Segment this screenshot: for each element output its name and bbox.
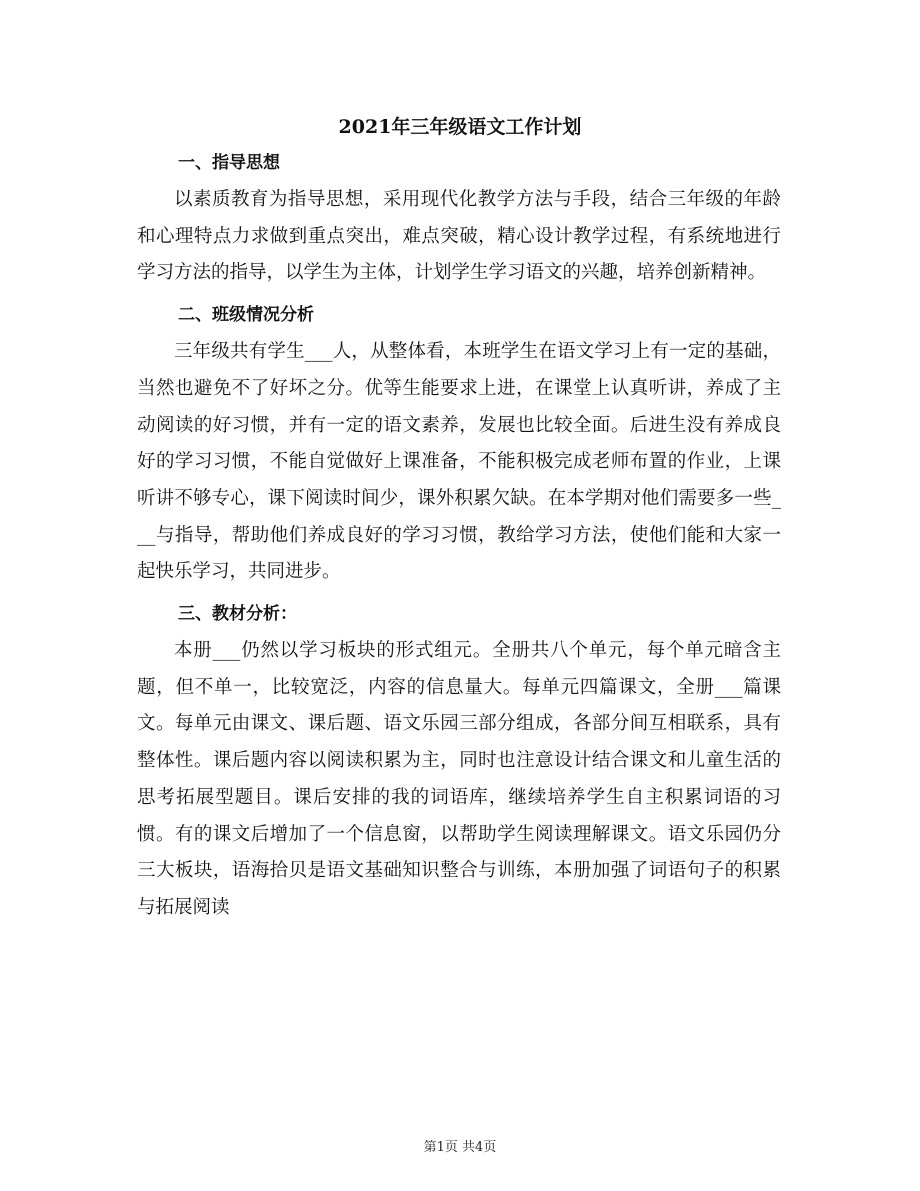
page-footer: 第1页 共4页 — [423, 1140, 497, 1155]
document-body — [137, 144, 781, 927]
section-paragraph-textbook-analysis: 本册___仍然以学习板块的形式组元。全册共八个单元，每个单元暗含主题，但不单一，比较宽泛，内容的信息量大。每单元四篇课文，全册___篇课文。每单元由课文、课后题、语文乐园三部分组成，各部分间互相联系，具有整体性。课后题内容以阅读积累为主，同时也注意设计结合课文和儿童生活的思考拓展型题目。课后安排的我的词语库，继续培养学生自主积累词语的习惯。有的课文后增加了一个信息窗，以帮助学生阅读理解课文。语文乐园仍分三大板块，语海拾贝是语文基础知识整合与训练，本册加强了词语句子的积累与拓展阅读 — [137, 640, 781, 918]
section-heading-guiding-ideology: 一、指导思想 — [178, 153, 280, 173]
document-title: 2021年三年级语文工作计划 — [338, 116, 582, 138]
section-heading-textbook-analysis: 三、教材分析： — [178, 604, 297, 625]
section-paragraph-guiding-ideology: 以素质教育为指导思想，采用现代化教学方法与手段，结合三年级的年龄和心理特点力求做到重点突出，难点突破，精心设计教学过程，有系统地进行学习方法的指导，以学生为主体，计划学生学习语文的兴趣，培养创新精神。 — [137, 189, 781, 284]
section-heading-class-analysis: 二、班级情况分析 — [178, 305, 314, 326]
section-paragraph-class-analysis: 三年级共有学生___人，从整体看，本班学生在语文学习上有一定的基础，当然也避免不了好坏之分。优等生能要求上进，在课堂上认真听讲，养成了主动阅读的好习惯，并有一定的语文素养，发展也比较全面。后进生没有养成良好的学习习惯，不能自觉做好上课准备，不能积极完成老师布置的作业，上课听讲不够专心，课下阅读时间少，课外积累欠缺。在本学期对他们需要多一些___与指导，帮助他们养成良好的学习习惯，教给学习方法，使他们能和大家一起快乐学习，共同进步。 — [137, 341, 781, 583]
